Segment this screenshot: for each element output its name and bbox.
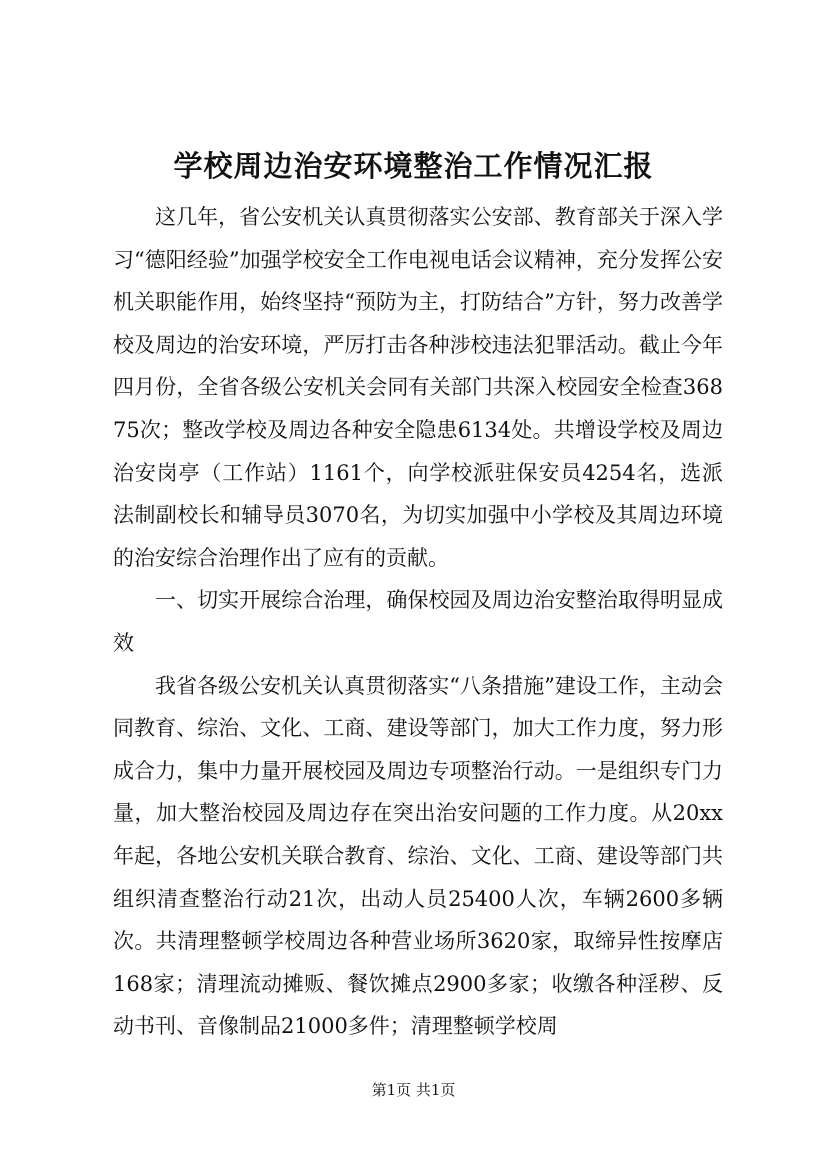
section-paragraph: 我省各级公安机关认真贯彻落实“八条措施”建设工作，主动会同教育、综治、文化、工商、建设等部门，加大工作力度，努力形成合力，集中力量开展校园及周边专项整治行动。一是组织专门力量，加大整治校园及周边存在突出治安问题的工作力度。从20xx年起，各地公安机关联合教育、综治、文化、工商、建设等部门共组织清查整治行动21次，出动人员25400人次，车辆2600多辆次。共清理整顿学校周边各种营业场所3620家，取缔异性按摩店168家；清理流动摊贩、餐饮摊点2900多家；收缴各种淫秽、反动书刊、音像制品21000多件；清理整顿学校周 <box>113 673 723 1039</box>
document-body <box>113 196 723 1048</box>
page-footer: 第1页 共1页 <box>371 1081 456 1099</box>
section-heading: 一、切实开展综合治理，确保校园及周边治安整治取得明显成效 <box>113 588 723 655</box>
document-title: 学校周边治安环境整治工作情况汇报 <box>173 149 654 183</box>
intro-paragraph: 这几年，省公安机关认真贯彻落实公安部、教育部关于深入学习“德阳经验”加强学校安全工作电视电话会议精神，充分发挥公安机关职能作用，始终坚持“预防为主，打防结合”方针，努力改善学校及周边的治安环境，严厉打击各种涉校违法犯罪活动。截止今年四月份，全省各级公安机关会同有关部门共深入校园安全检查36875次；整改学校及周边各种安全隐患6134处。共增设学校及周边治安岗亭（工作站）1161个，向学校派驻保安员4254名，选派法制副校长和辅导员3070名，为切实加强中小学校及其周边环境的治安综合治理作出了应有的贡献。 <box>113 205 723 570</box>
